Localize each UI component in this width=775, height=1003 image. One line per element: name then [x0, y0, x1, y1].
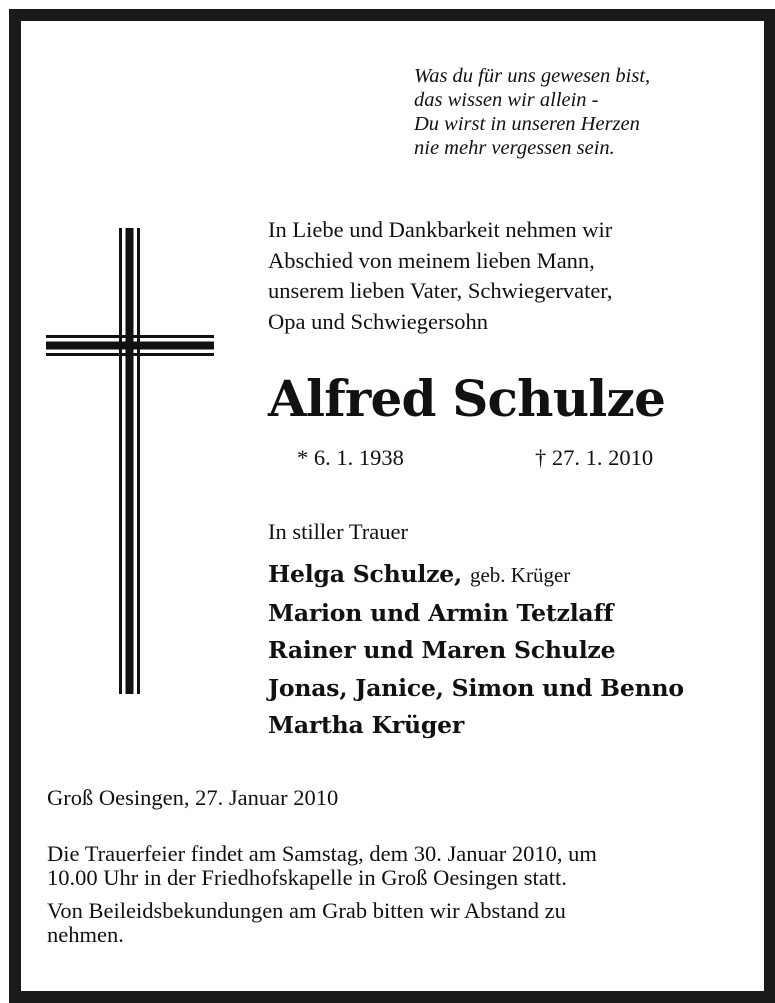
memorial-poem — [414, 64, 744, 160]
family-member-name: Martha Krüger — [268, 711, 465, 739]
deceased-name: Alfred Schulze — [268, 369, 666, 428]
death-date: † 27. 1. 2010 — [535, 445, 654, 470]
poem-line: das wissen wir allein - — [414, 89, 599, 111]
funeral-notice — [47, 842, 727, 890]
condolence-notice-line: Von Beileidsbekundungen am Grab bitten wir Abstand zu — [47, 898, 566, 923]
birth-date: * 6. 1. 1938 — [297, 445, 404, 470]
condolence-notice — [47, 899, 727, 947]
poem-line: nie mehr vergessen sein. — [414, 137, 615, 159]
family-member-name: Rainer und Maren Schulze — [268, 636, 616, 664]
place-and-date: Groß Oesingen, 27. Januar 2010 — [47, 785, 339, 810]
family-member — [268, 670, 748, 708]
farewell-line: Abschied von meinem lieben Mann, — [268, 247, 595, 273]
family-member-name: Marion und Armin Tetzlaff — [268, 598, 614, 627]
farewell-line: In Liebe und Dankbarkeit nehmen wir — [268, 217, 613, 242]
family-member-note: geb. Krüger — [469, 563, 571, 587]
funeral-notice-line: 10.00 Uhr in der Friedhofskapelle in Groß Oesingen statt. — [47, 865, 567, 890]
farewell-text — [268, 215, 738, 337]
cross-icon — [46, 228, 214, 694]
family-member — [268, 632, 748, 670]
family-member — [268, 556, 748, 595]
funeral-notice-line: Die Trauerfeier findet am Samstag, dem 30. Januar 2010, um — [47, 841, 597, 866]
family-list — [268, 556, 748, 745]
poem-line: Du wirst in unseren Herzen — [414, 113, 640, 135]
family-member-name: Jonas, Janice, Simon und Benno — [268, 673, 684, 702]
poem-line: Was du für uns gewesen bist, — [414, 65, 651, 87]
family-member-name: Helga Schulze, — [268, 560, 462, 588]
mourning-label: In stiller Trauer — [268, 519, 408, 544]
farewell-line: unserem lieben Vater, Schwiegervater, — [268, 278, 613, 303]
family-member — [268, 595, 748, 633]
family-member — [268, 707, 748, 745]
condolence-notice-line: nehmen. — [47, 922, 124, 947]
farewell-line: Opa und Schwiegersohn — [268, 308, 488, 334]
